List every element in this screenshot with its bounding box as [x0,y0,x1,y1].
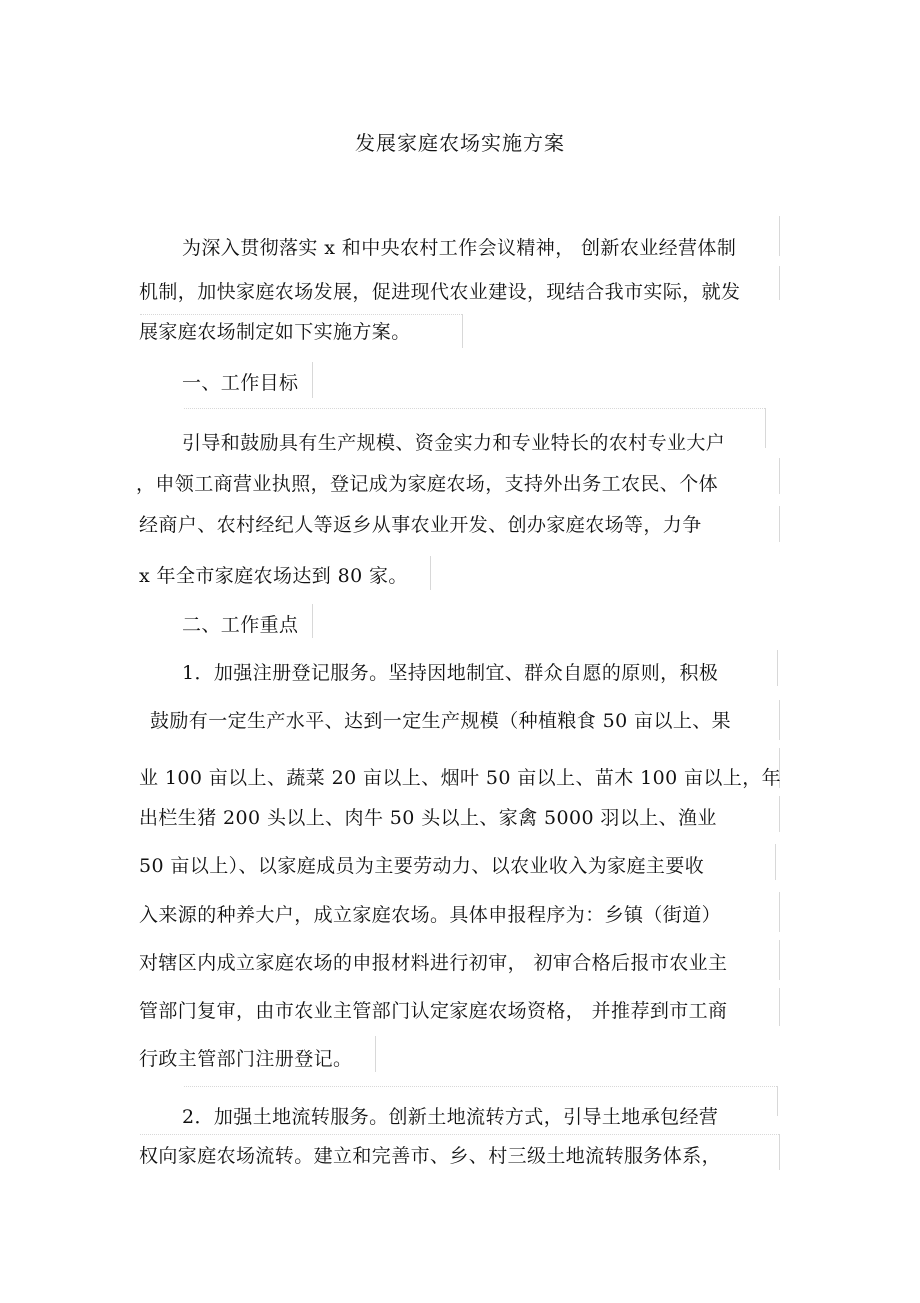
body-line: 行政主管部门注册登记。 [139,1048,353,1070]
body-line: 1．加强注册登记服务。坚持因地制宜、群众自愿的原则，积极 [182,662,719,684]
body-line: 对辖区内成立家庭农场的申报材料进行初审， 初审合格后报市农业主 [139,952,728,974]
scan-artifact-line [779,458,780,494]
scan-artifact-line [312,362,313,398]
scan-artifact-line [430,556,431,590]
body-line: 业 100 亩以上、蔬菜 20 亩以上、烟叶 50 亩以上、苗木 100 亩以上，年 [139,767,782,789]
body-line: 为深入贯彻落实 x 和中央农村工作会议精神， 创新农业经营体制 [182,237,737,259]
body-line: ，申领工商营业执照，登记成为家庭农场，支持外出务工农民、个体 [136,473,719,495]
body-line: 机制，加快家庭农场发展，促进现代农业建设，现结合我市实际，就发 [139,281,741,303]
body-line: 展家庭农场制定如下实施方案。 [139,321,411,343]
body-line: 引导和鼓励具有生产规模、资金实力和专业特长的农村专业大户 [182,432,726,454]
scan-artifact-line [140,314,462,315]
body-line: 鼓励有一定生产水平、达到一定生产规模（种植粮食 50 亩以上、果 [150,710,732,732]
scan-artifact-line [312,604,313,638]
section-heading: 一、工作目标 [182,372,299,394]
scan-artifact-line [777,650,778,686]
body-line: 管部门复审，由市农业主管部门认定家庭农场资格， 并推荐到市工商 [139,1000,728,1022]
body-line: 权向家庭农场流转。建立和完善市、乡、村三级土地流转服务体系， [139,1145,722,1167]
scan-artifact-line [777,1086,778,1116]
scan-artifact-line [779,506,780,542]
scan-artifact-line [184,1086,777,1087]
scan-artifact-line [779,700,780,740]
scan-artifact-line [375,1036,376,1072]
scan-artifact-line [184,408,765,409]
scan-artifact-line [140,1134,779,1135]
body-line: 入来源的种养大户，成立家庭农场。具体申报程序为：乡镇（街道） [139,904,722,926]
scan-artifact-line [779,892,780,932]
body-line: 出栏生猪 200 头以上、肉牛 50 头以上、家禽 5000 羽以上、渔业 [139,807,717,829]
scan-artifact-line [765,408,766,448]
section-heading: 二、工作重点 [182,614,299,636]
scan-artifact-line [462,314,463,348]
body-line: 经商户、农村经纪人等返乡从事农业开发、创办家庭农场等，力争 [139,514,702,536]
body-line: 50 亩以上）、以家庭成员为主要劳动力、以农业收入为家庭主要收 [139,855,705,877]
scan-artifact-line [779,266,780,300]
scan-artifact-line [779,796,780,832]
scan-artifact-line [775,844,776,880]
scan-artifact-line [779,988,780,1026]
scan-artifact-line [779,216,780,256]
scan-artifact-line [779,940,780,980]
page-title: 发展家庭农场实施方案 [355,131,565,155]
scan-artifact-line [779,1134,780,1170]
body-line: x 年全市家庭农场达到 80 家。 [139,565,408,587]
body-line: 2．加强土地流转服务。创新土地流转方式，引导土地承包经营 [182,1106,719,1128]
